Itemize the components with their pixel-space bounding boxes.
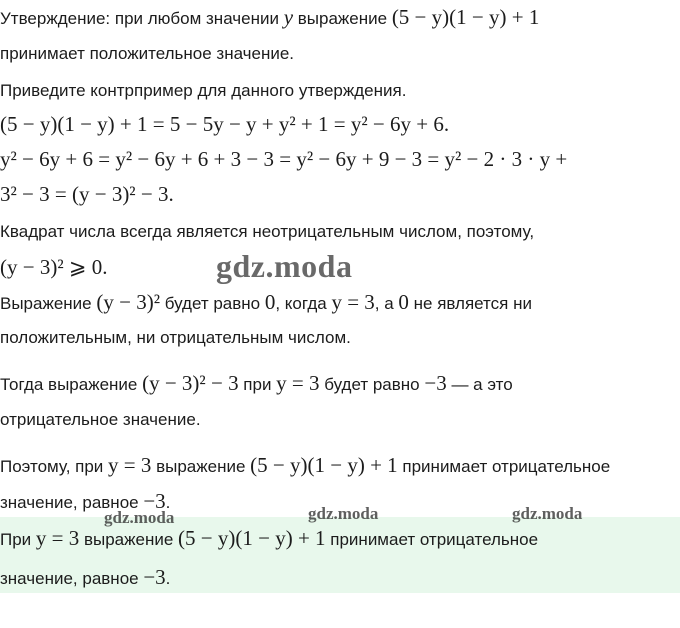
conclusion-expression: (5 − y)(1 − y) + 1 xyxy=(250,453,398,477)
zero-note-text-1: Выражение xyxy=(0,294,97,313)
conclusion-text-1: Поэтому, при xyxy=(0,457,109,476)
statement-expression: (5 − y)(1 − y) + 1 xyxy=(391,5,540,29)
answer-text-1: При xyxy=(0,530,36,549)
derivation-eq-2: y² − 6y + 6 = y² − 6y + 6 + 3 − 3 = y² − 6y + 9 − 3 = y² − 2 · 3 · y + xyxy=(0,147,568,171)
conclusion-line-2-text: значение, равное xyxy=(0,493,144,512)
statement-line-2: принимает положительное значение. xyxy=(0,44,295,63)
then-note-text-2: при xyxy=(238,375,277,394)
then-note-value: −3 xyxy=(424,371,447,395)
statement-line-1 xyxy=(0,5,539,31)
conclusion-text-2: выражение xyxy=(151,457,251,476)
watermark-small-3: gdz.moda xyxy=(512,504,583,523)
watermark-large: gdz.moda xyxy=(216,248,353,284)
square-note-expression: (y − 3)² ⩾ 0. xyxy=(0,255,108,279)
conclusion-line-1 xyxy=(0,453,610,479)
watermark-small-2: gdz.moda xyxy=(308,504,379,523)
answer-line-2-end: . xyxy=(165,569,171,588)
answer-expression: (5 − y)(1 − y) + 1 xyxy=(178,526,326,550)
answer-text-3: принимает отрицательное xyxy=(325,530,539,549)
square-note-text: Квадрат числа всегда является неотрицательным числом, поэтому, xyxy=(0,222,535,241)
derivation-eq-3: 3² − 3 = (y − 3)² − 3. xyxy=(0,182,174,206)
zero-note-text-2: будет равно xyxy=(160,294,265,313)
then-note-expression: (y − 3)² − 3 xyxy=(142,371,239,395)
then-note-line-1 xyxy=(0,371,513,397)
statement-variable: y xyxy=(283,5,294,29)
statement-text-mid: выражение xyxy=(293,9,392,28)
zero-note-zero: 0 xyxy=(264,290,276,314)
zero-note-line-1 xyxy=(0,290,532,316)
zero-note-zero-2: 0 xyxy=(398,290,409,314)
conclusion-condition: y = 3 xyxy=(108,453,152,477)
answer-condition: y = 3 xyxy=(35,526,80,550)
then-note-text-4: — а это xyxy=(446,375,513,394)
watermark-small-1: gdz.moda xyxy=(104,508,175,527)
then-note-text-1: Тогда выражение xyxy=(0,375,143,394)
task-text: Приведите контрпример для данного утверждения. xyxy=(0,81,407,100)
zero-note-text-4: , а xyxy=(374,294,399,313)
conclusion-text-3: принимает отрицательное xyxy=(397,457,611,476)
derivation-eq-1: (5 − y)(1 − y) + 1 = 5 − 5y − y + y² + 1 = y² − 6y + 6. xyxy=(0,112,450,136)
conclusion-value: −3 xyxy=(143,489,166,513)
answer-text-2: выражение xyxy=(79,530,179,549)
zero-note-expression: (y − 3)² xyxy=(96,290,160,314)
answer-line-1 xyxy=(0,526,538,552)
then-note-condition: y = 3 xyxy=(276,371,320,395)
zero-note-line-2: положительным, ни отрицательным числом. xyxy=(0,328,351,347)
then-note-text-3: будет равно xyxy=(319,375,425,394)
answer-value: −3 xyxy=(143,565,166,589)
statement-text: Утверждение: при любом значении xyxy=(0,9,284,28)
answer-line-2 xyxy=(0,565,170,591)
then-note-line-2: отрицательное значение. xyxy=(0,410,201,429)
zero-note-text-3: , когда xyxy=(275,294,332,313)
zero-note-text-5: не является ни xyxy=(408,294,532,313)
answer-line-2-text: значение, равное xyxy=(0,569,144,588)
conclusion-line-2-end: . xyxy=(165,493,171,512)
zero-note-condition: y = 3 xyxy=(331,290,375,314)
